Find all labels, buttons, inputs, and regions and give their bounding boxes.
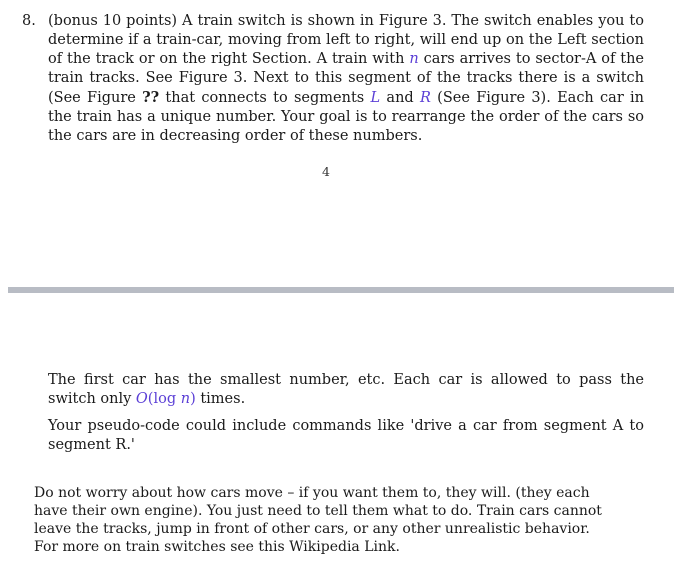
complexity-O: O: [135, 391, 148, 407]
problem-text: (bonus 10 points) A train switch is shown in Figure 3. The switch enables you to determine if a train-car, moving from left to right, will end up on the Left section of the track or on the right Section. A train with: [48, 13, 644, 67]
problem-number: 8.: [22, 13, 36, 29]
complexity-close: ): [190, 391, 196, 407]
problem-text: and: [380, 90, 420, 106]
page-divider: [8, 287, 674, 293]
variable-R: R: [419, 90, 431, 106]
problem-text: cars arrives to sector-A of the train tracks. See Figure 3. Next to this segment of the tracks there is a switch (See Figure: [48, 51, 644, 106]
missing-figure-ref: ??: [142, 89, 160, 106]
problem-text: (See Figure 3). Each car in the train has a unique number. Your goal is to rearrange the order of the cars so the cars are in decreasing order of these numbers.: [48, 90, 645, 144]
variable-L: L: [370, 90, 381, 106]
variable-n: n: [409, 51, 419, 67]
problem-statement: [48, 12, 644, 146]
continuation-text: times.: [195, 391, 246, 407]
complexity-n: n: [180, 391, 191, 407]
pseudo-code-paragraph: Your pseudo-code could include commands like 'drive a car from segment A to segment R.': [48, 418, 644, 453]
problem-text: that connects to segments: [159, 90, 371, 106]
complexity-log: (log: [147, 391, 181, 407]
note-paragraph: Do not worry about how cars move – if you want them to, they will. (they each have their own engine). You just need to tell them what to do. Train cars cannot leave the tracks, jump in front of other cars, or any other unrealistic behavior. For more on train switches see this Wikipedia Link.: [34, 485, 602, 555]
problem-8: [22, 12, 644, 146]
car-order-paragraph: [48, 371, 644, 409]
page-number: 4: [322, 164, 330, 179]
continuation-text: The first car has the smallest number, etc. Each car is allowed to pass the switch only: [48, 372, 644, 407]
